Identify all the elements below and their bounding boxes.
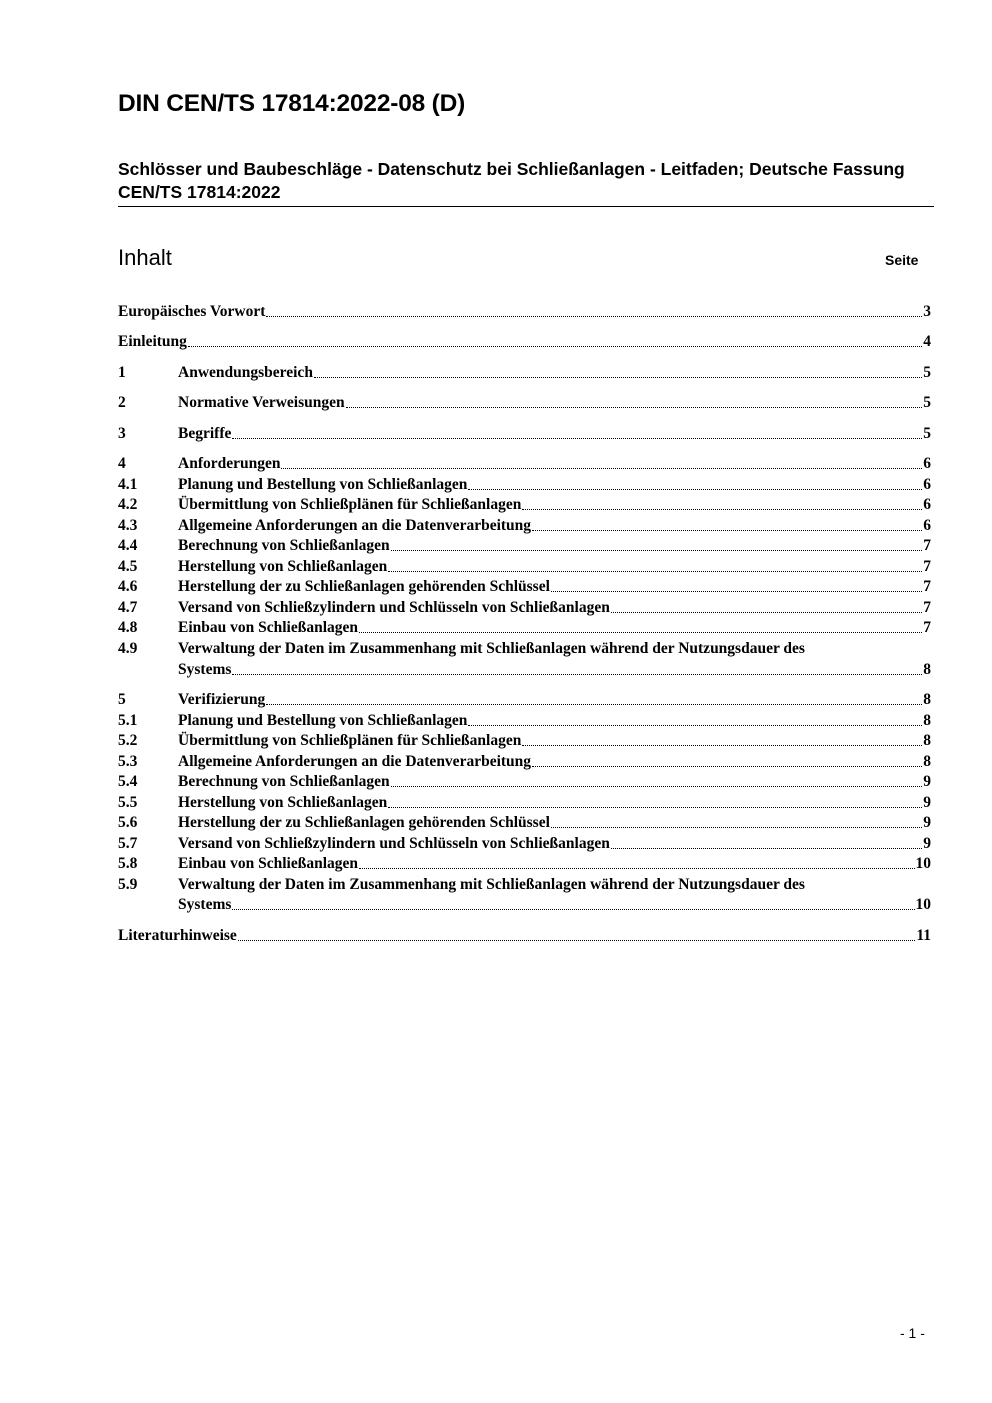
toc-entry-page: 10: [915, 896, 931, 913]
toc-entry-number: 5.1: [118, 712, 138, 729]
dot-leader: [281, 454, 922, 474]
toc-entry[interactable]: [118, 834, 931, 854]
dot-leader: [346, 393, 923, 413]
toc-entry[interactable]: [118, 495, 931, 515]
toc-entry-number: 4.9: [118, 640, 138, 657]
toc-entry-number: 4.1: [118, 476, 138, 493]
toc-entry-number: 4.8: [118, 619, 138, 636]
toc-entry[interactable]: [118, 598, 931, 618]
toc-entry-page: 11: [916, 927, 931, 944]
toc-entry-number: 4.4: [118, 537, 138, 554]
toc-entry[interactable]: [118, 302, 931, 322]
toc-heading: Inhalt: [118, 245, 172, 270]
toc-entry-label: Versand von Schließzylindern und Schlüsseln von Schließanlagen: [178, 599, 610, 616]
toc-entry-label: Anwendungsbereich: [178, 364, 313, 381]
dot-leader: [232, 660, 922, 680]
toc-entry-page: 10: [915, 855, 931, 872]
dot-leader: [232, 424, 922, 444]
toc-entry-page: 7: [923, 599, 931, 616]
toc-entry[interactable]: [118, 516, 931, 536]
toc-entry-continuation[interactable]: [178, 895, 931, 915]
toc-entry[interactable]: [118, 772, 931, 792]
toc-entry-number: 4.7: [118, 599, 138, 616]
toc-entry-page: 8: [923, 712, 931, 729]
toc-entry-page: 9: [923, 794, 931, 811]
dot-leader: [532, 752, 922, 772]
toc-entry-label: Einleitung: [118, 333, 187, 350]
toc-entry-label: Herstellung von Schließanlagen: [178, 794, 388, 811]
toc-entry[interactable]: [118, 424, 931, 444]
toc-entry[interactable]: [118, 711, 931, 731]
toc-entry-page: 3: [923, 303, 931, 320]
dot-leader: [468, 475, 922, 495]
toc-entry-label: Begriffe: [178, 425, 232, 442]
toc-entry[interactable]: [118, 454, 931, 474]
toc-entry-label: Herstellung der zu Schließanlagen gehörenden Schlüssel: [178, 578, 550, 595]
toc-entry-number: 4.3: [118, 517, 138, 534]
toc-entry-continuation[interactable]: [178, 660, 931, 680]
dot-leader: [238, 926, 916, 946]
toc-entry[interactable]: [118, 393, 931, 413]
toc-entry-label: Verwaltung der Daten im Zusammenhang mit Schließanlagen während der Nutzungsdauer des: [178, 640, 805, 657]
toc-entry-label: Europäisches Vorwort: [118, 303, 266, 320]
toc-entry-label: Berechnung von Schließanlagen: [178, 537, 390, 554]
toc-entry-number: 5: [118, 691, 126, 708]
toc-entry-page: 6: [923, 517, 931, 534]
toc-entry-number: 3: [118, 425, 126, 442]
toc-entry-page: 8: [923, 732, 931, 749]
toc-entry-number: 5.7: [118, 835, 138, 852]
dot-leader: [232, 895, 914, 915]
toc-entry[interactable]: [118, 618, 931, 638]
dot-leader: [359, 618, 922, 638]
dot-leader: [611, 834, 922, 854]
toc-entry[interactable]: [118, 752, 931, 772]
toc-entry-number: 5.6: [118, 814, 138, 831]
toc-entry-page: 5: [923, 364, 931, 381]
dot-leader: [468, 711, 922, 731]
toc-entry[interactable]: [118, 926, 931, 946]
dot-leader: [314, 363, 922, 383]
toc-entry-page: 7: [923, 619, 931, 636]
toc-entry-number: 4.2: [118, 496, 138, 513]
toc-entry-page: 5: [923, 394, 931, 411]
toc-entry[interactable]: [118, 690, 931, 710]
toc-entry-label: Herstellung der zu Schließanlagen gehörenden Schlüssel: [178, 814, 550, 831]
toc-entry[interactable]: [118, 854, 931, 874]
toc-entry-label-continuation: Systems: [178, 661, 232, 678]
toc-entry-label: Versand von Schließzylindern und Schlüsseln von Schließanlagen: [178, 835, 610, 852]
footer-page-number: - 1 -: [900, 1325, 925, 1341]
toc-entry[interactable]: [118, 536, 931, 556]
toc-entry-number: 1: [118, 364, 126, 381]
toc-entry-label: Allgemeine Anforderungen an die Datenverarbeitung: [178, 753, 532, 770]
dot-leader: [266, 690, 922, 710]
toc-entry[interactable]: [118, 731, 931, 751]
dot-leader: [188, 332, 922, 352]
toc-entry[interactable]: [118, 813, 931, 833]
dot-leader: [391, 536, 923, 556]
dot-leader: [359, 854, 914, 874]
toc-entry-number: 5.3: [118, 753, 138, 770]
dot-leader: [551, 577, 922, 597]
dot-leader: [611, 598, 922, 618]
toc-entry-number: 5.2: [118, 732, 138, 749]
toc-entry-label: Berechnung von Schließanlagen: [178, 773, 390, 790]
toc-entry-label: Anforderungen: [178, 455, 281, 472]
toc-entry-label: Einbau von Schließanlagen: [178, 855, 359, 872]
toc-entry-number: 4.5: [118, 558, 138, 575]
dot-leader: [532, 516, 922, 536]
toc-entry-number: 5.4: [118, 773, 138, 790]
toc-entry[interactable]: [118, 475, 931, 495]
toc-entry-label: Planung und Bestellung von Schließanlagen: [178, 712, 468, 729]
toc-entry-number: 5.8: [118, 855, 138, 872]
toc-entry-label: Übermittlung von Schließplänen für Schließanlagen: [178, 496, 522, 513]
toc-entry-page: 9: [923, 773, 931, 790]
toc-entry-label: Literaturhinweise: [118, 927, 237, 944]
dot-leader: [388, 557, 922, 577]
toc-entry-page: 4: [923, 333, 931, 350]
document-id: DIN CEN/TS 17814:2022-08 (D): [118, 90, 466, 117]
toc-entry-label: Normative Verweisungen: [178, 394, 345, 411]
toc-entry-page: 9: [923, 814, 931, 831]
page-column-label: Seite: [885, 252, 919, 268]
toc-entry-label: Verifizierung: [178, 691, 266, 708]
toc-entry-label: Planung und Bestellung von Schließanlagen: [178, 476, 468, 493]
dot-leader: [391, 772, 923, 792]
toc-entry-page: 8: [923, 661, 931, 678]
dot-leader: [266, 302, 922, 322]
toc-entry-label-continuation: Systems: [178, 896, 232, 913]
toc-entry-label: Einbau von Schließanlagen: [178, 619, 359, 636]
toc-entry-page: 8: [923, 753, 931, 770]
toc-entry-number: 2: [118, 394, 126, 411]
toc-entry[interactable]: [118, 363, 931, 383]
toc-entry-page: 7: [923, 578, 931, 595]
toc-entry[interactable]: [118, 793, 931, 813]
toc-entry-number: 5.5: [118, 794, 138, 811]
toc-entry-label: Herstellung von Schließanlagen: [178, 558, 388, 575]
toc-entry-page: 7: [923, 558, 931, 575]
toc-entry-page: 6: [923, 455, 931, 472]
toc-entry[interactable]: [118, 557, 931, 577]
toc-entry[interactable]: [118, 332, 931, 352]
toc-entry-label: Allgemeine Anforderungen an die Datenverarbeitung: [178, 517, 532, 534]
toc-entry[interactable]: [118, 577, 931, 597]
toc-entry-number: 4: [118, 455, 126, 472]
toc-entry-number: 4.6: [118, 578, 138, 595]
toc-entry-label: Verwaltung der Daten im Zusammenhang mit Schließanlagen während der Nutzungsdauer des: [178, 876, 805, 893]
document-title: Schlösser und Baubeschläge - Datenschutz bei Schließanlagen - Leitfaden; Deutsche Fassung CEN/TS 17814:2022: [118, 159, 905, 202]
dot-leader: [551, 813, 922, 833]
dot-leader: [522, 495, 922, 515]
toc-entry-page: 6: [923, 476, 931, 493]
dot-leader: [522, 731, 922, 751]
toc-entry-page: 7: [923, 537, 931, 554]
toc-entry[interactable]: [118, 875, 938, 895]
toc-entry-page: 6: [923, 496, 931, 513]
toc-entry-page: 5: [923, 425, 931, 442]
toc-entry-page: 8: [923, 691, 931, 708]
toc-entry-label: Übermittlung von Schließplänen für Schließanlagen: [178, 732, 522, 749]
dot-leader: [388, 793, 922, 813]
toc-entry-number: 5.9: [118, 876, 138, 893]
toc-entry-page: 9: [923, 835, 931, 852]
toc-entry[interactable]: [118, 639, 938, 659]
